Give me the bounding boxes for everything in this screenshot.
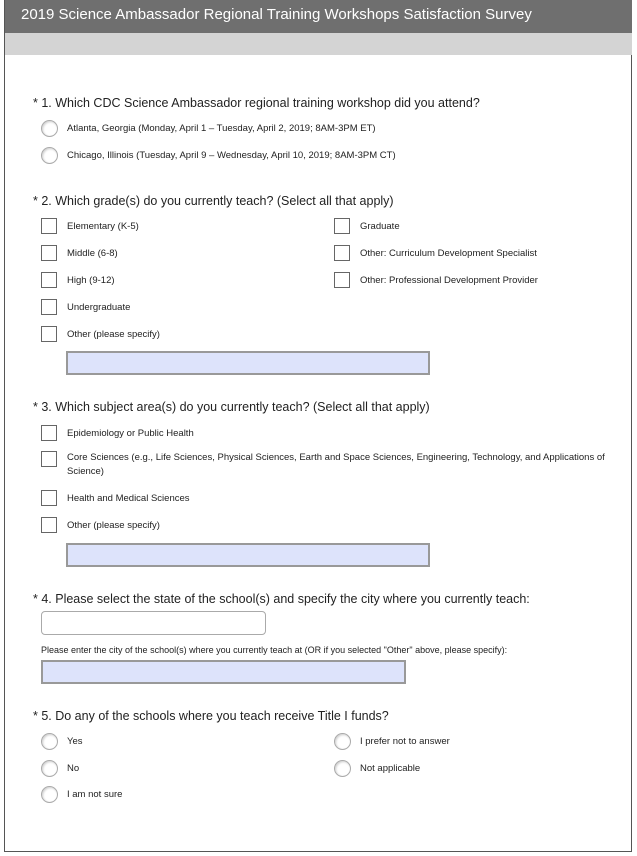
checkbox[interactable] <box>41 517 57 533</box>
checkbox[interactable] <box>41 272 57 288</box>
option-label <box>67 451 637 479</box>
option-label: Other: Professional Development Provider <box>360 274 538 286</box>
state-select[interactable] <box>41 611 266 635</box>
q5-option-yes[interactable] <box>41 733 83 750</box>
option-label: Atlanta, Georgia (Monday, April 1 – Tuesday, April 2, 2019; 8AM-3PM ET) <box>67 123 376 134</box>
q2-other-input[interactable] <box>66 351 430 375</box>
q5-option-not-sure[interactable] <box>41 786 122 803</box>
city-input[interactable] <box>41 660 406 684</box>
checkbox[interactable] <box>334 272 350 288</box>
question-3-title: * 3. Which subject area(s) do you currently teach? (Select all that apply) <box>33 400 430 414</box>
radio-icon[interactable] <box>334 733 351 750</box>
option-label: Graduate <box>360 220 400 232</box>
radio-icon[interactable] <box>41 147 58 164</box>
q3-option-core-sciences[interactable] <box>41 451 637 479</box>
q2-option-high[interactable] <box>41 272 115 288</box>
option-label-line-2: Science) <box>67 466 104 477</box>
checkbox[interactable] <box>41 326 57 342</box>
q3-other-input[interactable] <box>66 543 430 567</box>
checkbox[interactable] <box>334 245 350 261</box>
option-label-line-1: Core Sciences (e.g., Life Sciences, Physical Sciences, Earth and Space Sciences, Engineering, Technology, and Applications of <box>67 452 605 463</box>
radio-icon[interactable] <box>41 733 58 750</box>
q5-option-not-applicable[interactable] <box>334 760 420 777</box>
radio-icon[interactable] <box>41 786 58 803</box>
option-label: I am not sure <box>67 789 123 800</box>
option-label: Yes <box>67 736 83 747</box>
q2-option-other[interactable] <box>41 326 160 342</box>
option-label: Epidemiology or Public Health <box>67 427 194 439</box>
q2-option-elementary[interactable] <box>41 218 139 234</box>
q3-option-other[interactable] <box>41 517 160 533</box>
checkbox[interactable] <box>41 245 57 261</box>
progress-bar-area <box>5 33 632 55</box>
option-label: Other (please specify) <box>67 328 160 340</box>
option-label: Chicago, Illinois (Tuesday, April 9 – Wednesday, April 10, 2019; 8AM-3PM CT) <box>67 150 396 161</box>
option-label: Elementary (K-5) <box>67 220 139 232</box>
q5-option-no[interactable] <box>41 760 79 777</box>
option-label: Other: Curriculum Development Specialist <box>360 247 537 259</box>
question-2-title: * 2. Which grade(s) do you currently teach? (Select all that apply) <box>33 194 394 208</box>
q1-option-chicago[interactable] <box>41 147 396 164</box>
option-label: No <box>67 763 80 774</box>
option-label: Other (please specify) <box>67 519 160 531</box>
q3-option-health[interactable] <box>41 490 190 506</box>
checkbox[interactable] <box>41 218 57 234</box>
checkbox[interactable] <box>41 299 57 315</box>
question-5-title: * 5. Do any of the schools where you teach receive Title I funds? <box>33 709 389 723</box>
q2-option-undergraduate[interactable] <box>41 299 130 315</box>
q2-option-pd-provider[interactable] <box>334 272 538 288</box>
survey-title: 2019 Science Ambassador Regional Training Workshops Satisfaction Survey <box>5 0 632 33</box>
q5-option-prefer-not[interactable] <box>334 733 450 750</box>
q2-option-curriculum[interactable] <box>334 245 537 261</box>
option-label: Health and Medical Sciences <box>67 492 190 504</box>
option-label: Not applicable <box>360 763 421 774</box>
option-label: I prefer not to answer <box>360 736 450 747</box>
radio-icon[interactable] <box>334 760 351 777</box>
option-label: Middle (6-8) <box>67 247 118 259</box>
option-label: Undergraduate <box>67 301 131 313</box>
q2-option-middle[interactable] <box>41 245 118 261</box>
checkbox[interactable] <box>41 451 57 467</box>
question-1-title: * 1. Which CDC Science Ambassador regional training workshop did you attend? <box>33 96 480 110</box>
checkbox[interactable] <box>334 218 350 234</box>
radio-icon[interactable] <box>41 120 58 137</box>
city-label: Please enter the city of the school(s) where you currently teach at (OR if you selected "Other" above, please specify): <box>41 645 508 655</box>
checkbox[interactable] <box>41 490 57 506</box>
checkbox[interactable] <box>41 425 57 441</box>
q3-option-epidemiology[interactable] <box>41 425 194 441</box>
option-label: High (9-12) <box>67 274 115 286</box>
q2-option-graduate[interactable] <box>334 218 400 234</box>
radio-icon[interactable] <box>41 760 58 777</box>
q1-option-atlanta[interactable] <box>41 120 376 137</box>
question-4-title: * 4. Please select the state of the school(s) and specify the city where you currently teach: <box>33 592 530 606</box>
